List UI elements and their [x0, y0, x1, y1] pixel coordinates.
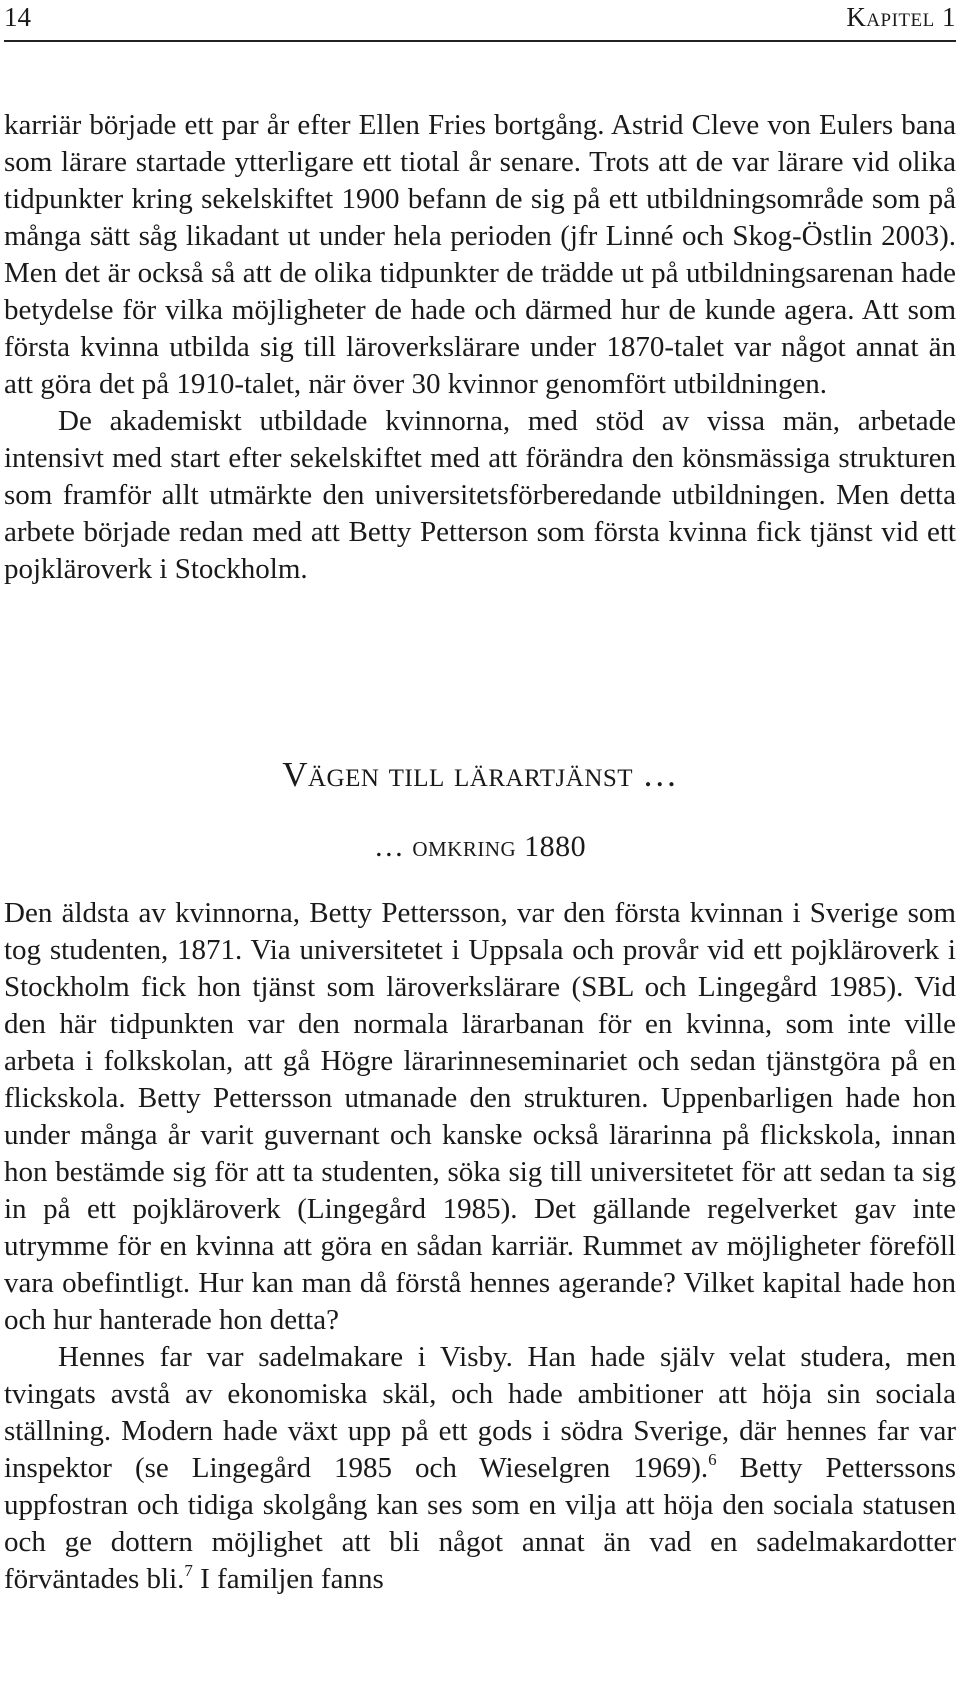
section-heading: Vägen till lärartjänst …: [282, 755, 678, 794]
paragraph-text-part-3: I familjen fanns: [192, 1563, 384, 1595]
chapter-label: Kapitel 1: [846, 2, 956, 32]
footnote-marker-6: 6: [708, 1450, 717, 1469]
running-head: [4, 2, 956, 36]
body-text-section: [4, 895, 956, 1598]
paragraph-text-part-2: Betty Petterssons uppfostran och tidiga skolgång kan ses som en vilja att höja den sociala statusen och ge dottern möjlighet att bli något annat än vad en sadelmakardotter förväntades bli.: [4, 1452, 956, 1595]
paragraph-intro: karriär började ett par år efter Ellen Fries bortgång. Astrid Cleve von Eulers bana som lärare startade ytterligare ett tiotal år senare. Trots att de var lärare vid olika tidpunkter kring sekelskiftet 1900 befann de sig på ett utbildningsområde som på många sätt såg likadant ut under hela perioden (jfr Linné och Skog-Östlin 2003). Men det är också så att de olika tidpunkter de trädde ut på utbildningsarenan hade betydelse för vilka möjligheter de hade och därmed hur de kunde agera. Att som första kvinna utbilda sig till läroverkslärare under 1870-talet var något annat än att göra det på 1910-talet, när över 30 kvinnor genomfört utbildningen.: [4, 109, 956, 400]
footnote-marker-7: 7: [184, 1561, 193, 1580]
section-subheading: … omkring 1880: [373, 830, 587, 863]
paragraph-betty-pettersson: Den äldsta av kvinnorna, Betty Pettersson, var den första kvinnan i Sverige som tog studenten, 1871. Via universitetet i Uppsala och provår vid ett pojkläroverk i Stockholm fick hon tjänst som läroverkslärare (SBL och Lingegård 1985). Vid den här tidpunkten var den normala lärarbanan för en kvinna, som inte ville arbeta i folkskolan, att gå Högre lärarinneseminariet och sedan tjänstgöra på en flickskola. Betty Pettersson utmanade den strukturen. Uppenbarligen hade hon under många år varit guvernant och kanske också lärarinna på flickskola, innan hon bestämde sig för att ta studenten, söka sig till universitetet för att sedan ta sig in på ett pojkläroverk (Lingegård 1985). Det gällande regelverket gav inte utrymme för en kvinna att göra en sådan karriär. Rummet av möjligheter föreföll vara obefintligt. Hur kan man då förstå hennes agerande? Vilket kapital hade hon och hur hanterade hon detta?: [4, 897, 956, 1336]
page-number: 14: [4, 2, 31, 32]
paragraph-academic-women: De akademiskt utbildade kvinnorna, med stöd av vissa män, arbetade intensivt med start efter sekelskiftet med att förändra den könsmässiga strukturen som framför allt utmärkte den universitetsförberedande utbildningen. Men detta arbete började redan med att Betty Petterson som första kvinna fick tjänst vid ett pojkläroverk i Stockholm.: [4, 405, 956, 585]
header-rule: [4, 40, 956, 42]
paragraph-family-background: [4, 1339, 956, 1598]
paragraph-text-part-1: Hennes far var sadelmakare i Visby. Han hade själv velat studera, men tvingats avstå av ekonomiska skäl, och hade ambitioner att höja sin sociala ställning. Modern hade växt upp på ett gods i södra Sverige, där hennes far var inspektor (se Lingegård 1985 och Wieselgren 1969).: [4, 1341, 956, 1484]
body-text-top: [4, 107, 956, 588]
